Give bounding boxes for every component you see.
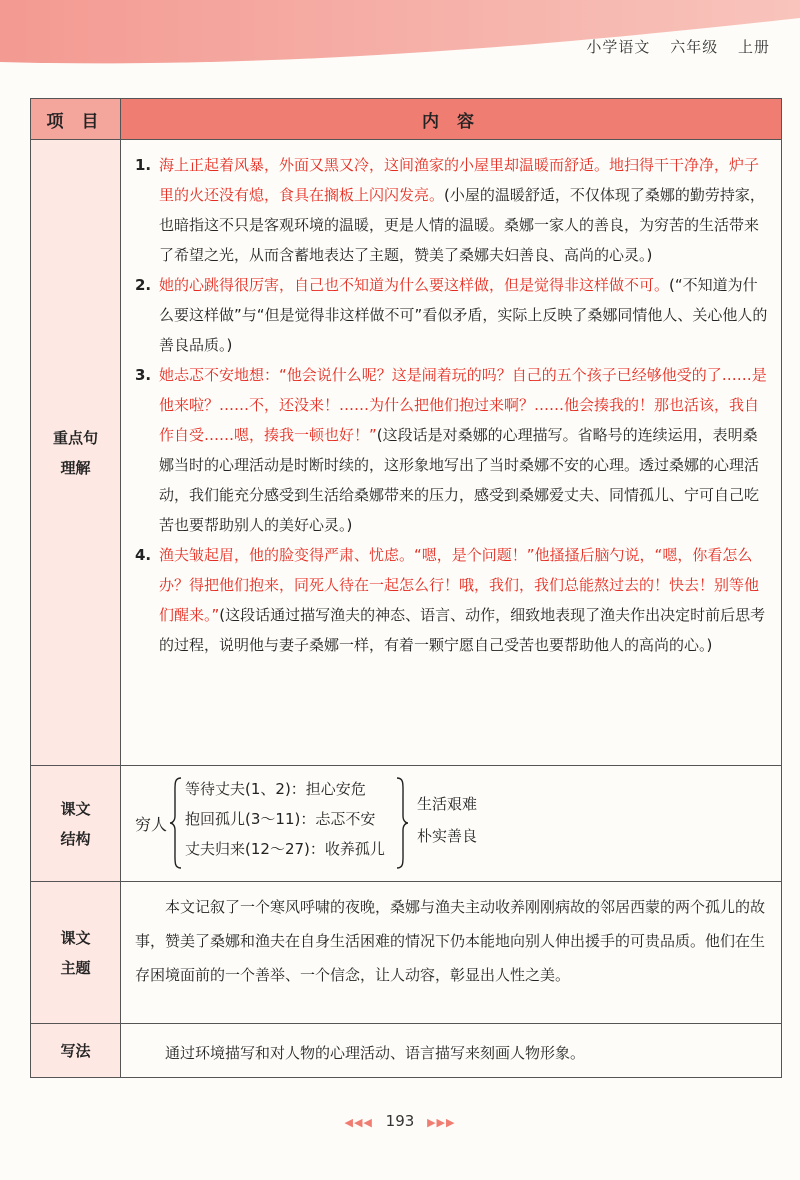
header-subject: 小学语文 (586, 38, 651, 56)
structure-row (31, 765, 781, 882)
note-text: (“不知道为什么要这样做”与“但是觉得非这样做不可”看似矛盾，实际上反映了桑娜同情他人、关心他人的善良品质。) (159, 276, 768, 354)
label-line: 课文 (60, 929, 91, 947)
summary-table (30, 98, 782, 1078)
item-number: 2. (135, 276, 152, 294)
key-sentence-item (135, 360, 769, 540)
label-line: 课文 (60, 800, 91, 818)
summary-line: 生活艰难 (417, 795, 478, 813)
theme-text: 本文记叙了一个寒风呼啸的夜晚，桑娜与渔夫主动收养刚刚病故的邻居西蒙的两个孤儿的故事，赞美了桑娜和渔夫在自身生活困难的情况下仍本能地向别人伸出援手的可贵品质。他们在生存困境面前的一个善举、一个信念，让人动容，彰显出人性之美。 (135, 898, 766, 984)
label-line: 结构 (60, 830, 91, 848)
writing-text: 通过环境描写和对人物的心理活动、语言描写来刻画人物形象。 (165, 1044, 586, 1062)
left-brace (169, 776, 183, 870)
header-content-label: 内 容 (121, 99, 781, 139)
left-arrows-icon: ◀◀◀ (344, 1116, 373, 1129)
note-text: (小屋的温暖舒适，不仅体现了桑娜的勤劳持家，也暗指这不只是客观环境的温暖，更是人情的温暖。桑娜一家人的善良，为穷苦的生活带来了希望之光，从而含蓄地表达了主题，赞美了桑娜夫妇善良、高尚的心灵。) (159, 186, 765, 264)
table-header-row (31, 99, 781, 139)
key-sentence-item (135, 270, 769, 360)
quote-text: 她忐忑不安地想：“他会说什么呢？这是闹着玩的吗？自己的五个孩子已经够他受的了……是他来啦？……不，还没来！……为什么把他们抱过来啊？……他会揍我的！那也活该，我自作自受……嗯，揍我一顿也好！” (159, 366, 767, 444)
key-sentence-item (135, 150, 769, 270)
note-text: (这段话是对桑娜的心理描写。省略号的连续运用，表明桑娜当时的心理活动是时断时续的，这形象地写出了当时桑娜不安的心理。透过桑娜的心理活动，我们能充分感受到生活给桑娜带来的压力，感受到桑娜爱丈夫、同情孤儿、宁可自己吃苦也要帮助别人的美好心灵。) (159, 426, 760, 534)
structure-part: 等待丈夫(1、2)：担心安危 (185, 780, 366, 798)
writing-row (31, 1023, 781, 1077)
page-footer (0, 1112, 800, 1130)
right-arrows-icon: ▶▶▶ (427, 1116, 456, 1129)
quote-text: 她的心跳得很厉害，自己也不知道为什么要这样做，但是觉得非这样做不可。 (159, 276, 670, 294)
theme-content (121, 882, 781, 1024)
note-text: (这段话通过描写渔夫的神态、语言、动作，细致地表现了渔夫作出决定时前后思考的过程，说明他与妻子桑娜一样，有着一颗宁愿自己受苦也要帮助他人的高尚的心。) (159, 606, 766, 654)
label-line: 写法 (60, 1041, 91, 1060)
key-sentences-content (121, 140, 781, 766)
structure-part: 丈夫归来(12～27)：收养孤儿 (185, 840, 385, 858)
structure-summary (417, 788, 477, 852)
header-item-label: 项 目 (31, 99, 121, 139)
header-band (0, 0, 800, 70)
page-number: 193 (385, 1112, 415, 1130)
structure-root: 穷人 (135, 815, 168, 834)
book-header (572, 36, 770, 57)
header-grade: 六年级 (670, 38, 719, 56)
key-sentences-row (31, 139, 781, 766)
structure-parts (185, 774, 385, 864)
structure-content (121, 766, 781, 882)
right-brace (395, 776, 409, 870)
item-number: 4. (135, 546, 152, 564)
label-line: 主题 (60, 959, 91, 977)
quote-text: 渔夫皱起眉，他的脸变得严肃、忧虑。“嗯，是个问题！”他搔搔后脑勺说，“嗯，你看怎么办？得把他们抱来，同死人待在一起怎么行！哦，我们，我们总能熬过去的！快去！别等他们醒来。” (159, 546, 760, 624)
key-sentence-item (135, 540, 769, 660)
theme-label (31, 882, 121, 1024)
label-line: 重点句 (52, 429, 98, 447)
writing-label (31, 1024, 121, 1077)
theme-row (31, 881, 781, 1024)
structure-label (31, 766, 121, 882)
structure-diagram (135, 772, 769, 872)
structure-part: 抱回孤儿(3～11)：忐忑不安 (185, 810, 376, 828)
item-number: 3. (135, 366, 152, 384)
quote-text: 海上正起着风暴，外面又黑又冷，这间渔家的小屋里却温暖而舒适。地扫得干干净净，炉子里的火还没有熄，食具在搁板上闪闪发亮。 (159, 156, 760, 204)
label-line: 理解 (60, 459, 91, 477)
header-volume: 上册 (737, 38, 770, 56)
key-sentences-label (31, 140, 121, 766)
summary-line: 朴实善良 (417, 827, 478, 845)
writing-content (121, 1024, 781, 1077)
item-number: 1. (135, 156, 152, 174)
